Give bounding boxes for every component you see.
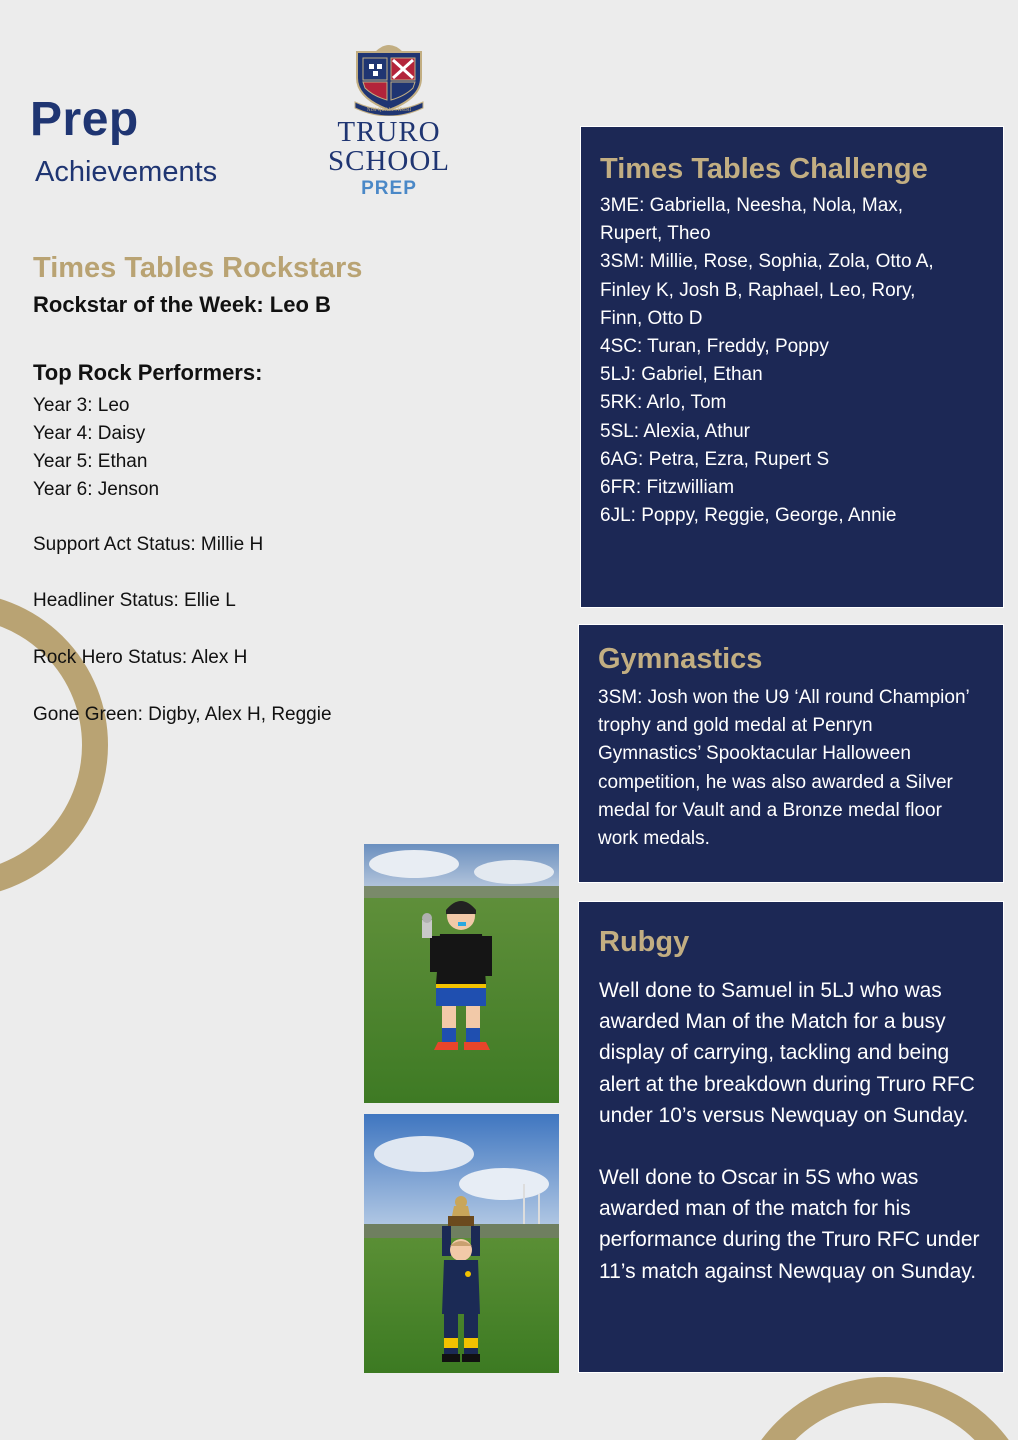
- challenge-line: 3ME: Gabriella, Neesha, Nola, Max,: [600, 195, 904, 216]
- rugby-heading: Rubgy: [599, 926, 690, 958]
- rugby-photo-2: [364, 1114, 559, 1373]
- rugby-photo-1: [364, 844, 559, 1103]
- rugby-paragraph-1: Well done to Samuel in 5LJ who was awarded Man of the Match for a busy display of carrying, tackling and being alert at the breakdown during Truro RFC under 10’s versus Newquay on Sunday.: [599, 979, 975, 1127]
- challenge-list: [600, 192, 1003, 530]
- challenge-panel: [580, 126, 1004, 608]
- challenge-line: 5RK: Arlo, Tom: [600, 392, 727, 414]
- logo-truro: TRURO: [337, 116, 441, 148]
- gymnastics-body: 3SM: Josh won the U9 ‘All round Champion’ trophy and gold medal at Penryn Gymnastics’ Spooktacular Halloween competition, he was also awarded a Silver medal for Vault and a Bronze medal floor work medals.: [598, 687, 970, 850]
- challenge-line: 6AG: Petra, Ezra, Rupert S: [600, 448, 830, 470]
- challenge-line: 3SM: Millie, Rose, Sophia, Zola, Otto A,: [600, 251, 934, 273]
- school-logo: [318, 38, 460, 200]
- rugby-panel: [578, 901, 1004, 1373]
- year-item: Year 3: Leo: [33, 395, 130, 416]
- bottom-gold-arc: [745, 1390, 1018, 1440]
- challenge-line: Finley K, Josh B, Raphael, Leo, Rory,: [600, 279, 916, 301]
- challenge-line: 4SC: Turan, Freddy, Poppy: [600, 336, 829, 358]
- page-subtitle: Achievements: [35, 156, 218, 188]
- headliner-status: Headliner Status: Ellie L: [33, 590, 236, 611]
- gymnastics-heading: Gymnastics: [598, 643, 763, 675]
- logo-prep: PREP: [361, 178, 417, 199]
- year-item: Year 6: Jenson: [33, 479, 160, 500]
- rockstars-heading: Times Tables Rockstars: [33, 252, 363, 284]
- support-act-status: Support Act Status: Millie H: [33, 534, 264, 555]
- challenge-line: Rupert, Theo: [600, 223, 711, 245]
- gymnastics-panel: [578, 624, 1004, 883]
- year-item: Year 4: Daisy: [33, 423, 146, 444]
- gone-green: Gone Green: Digby, Alex H, Reggie: [33, 704, 332, 725]
- challenge-line: 5SL: Alexia, Athur: [600, 420, 750, 442]
- logo-school: SCHOOL: [327, 145, 450, 177]
- challenge-line: 6FR: Fitzwilliam: [600, 477, 735, 499]
- challenge-heading: Times Tables Challenge: [600, 153, 928, 185]
- rock-hero-status: Rock Hero Status: Alex H: [33, 647, 248, 668]
- rockstar-of-week: Rockstar of the Week: Leo B: [33, 292, 331, 317]
- crest-motto: NISI QUAM VIDERI: [366, 108, 412, 113]
- year-list: [33, 392, 159, 504]
- challenge-line: 5LJ: Gabriel, Ethan: [600, 364, 763, 386]
- challenge-line: 6JL: Poppy, Reggie, George, Annie: [600, 505, 897, 527]
- challenge-line: Finn, Otto D: [600, 307, 703, 329]
- page-title: Prep: [30, 93, 139, 146]
- school-crest-icon: [349, 38, 429, 116]
- rugby-paragraph-2: Well done to Oscar in 5S who was awarded man of the match for his performance during the Truro RFC under 11’s match against Newquay on Sunday.: [599, 1166, 980, 1283]
- year-item: Year 5: Ethan: [33, 451, 148, 472]
- top-performers-heading: Top Rock Performers:: [33, 360, 263, 385]
